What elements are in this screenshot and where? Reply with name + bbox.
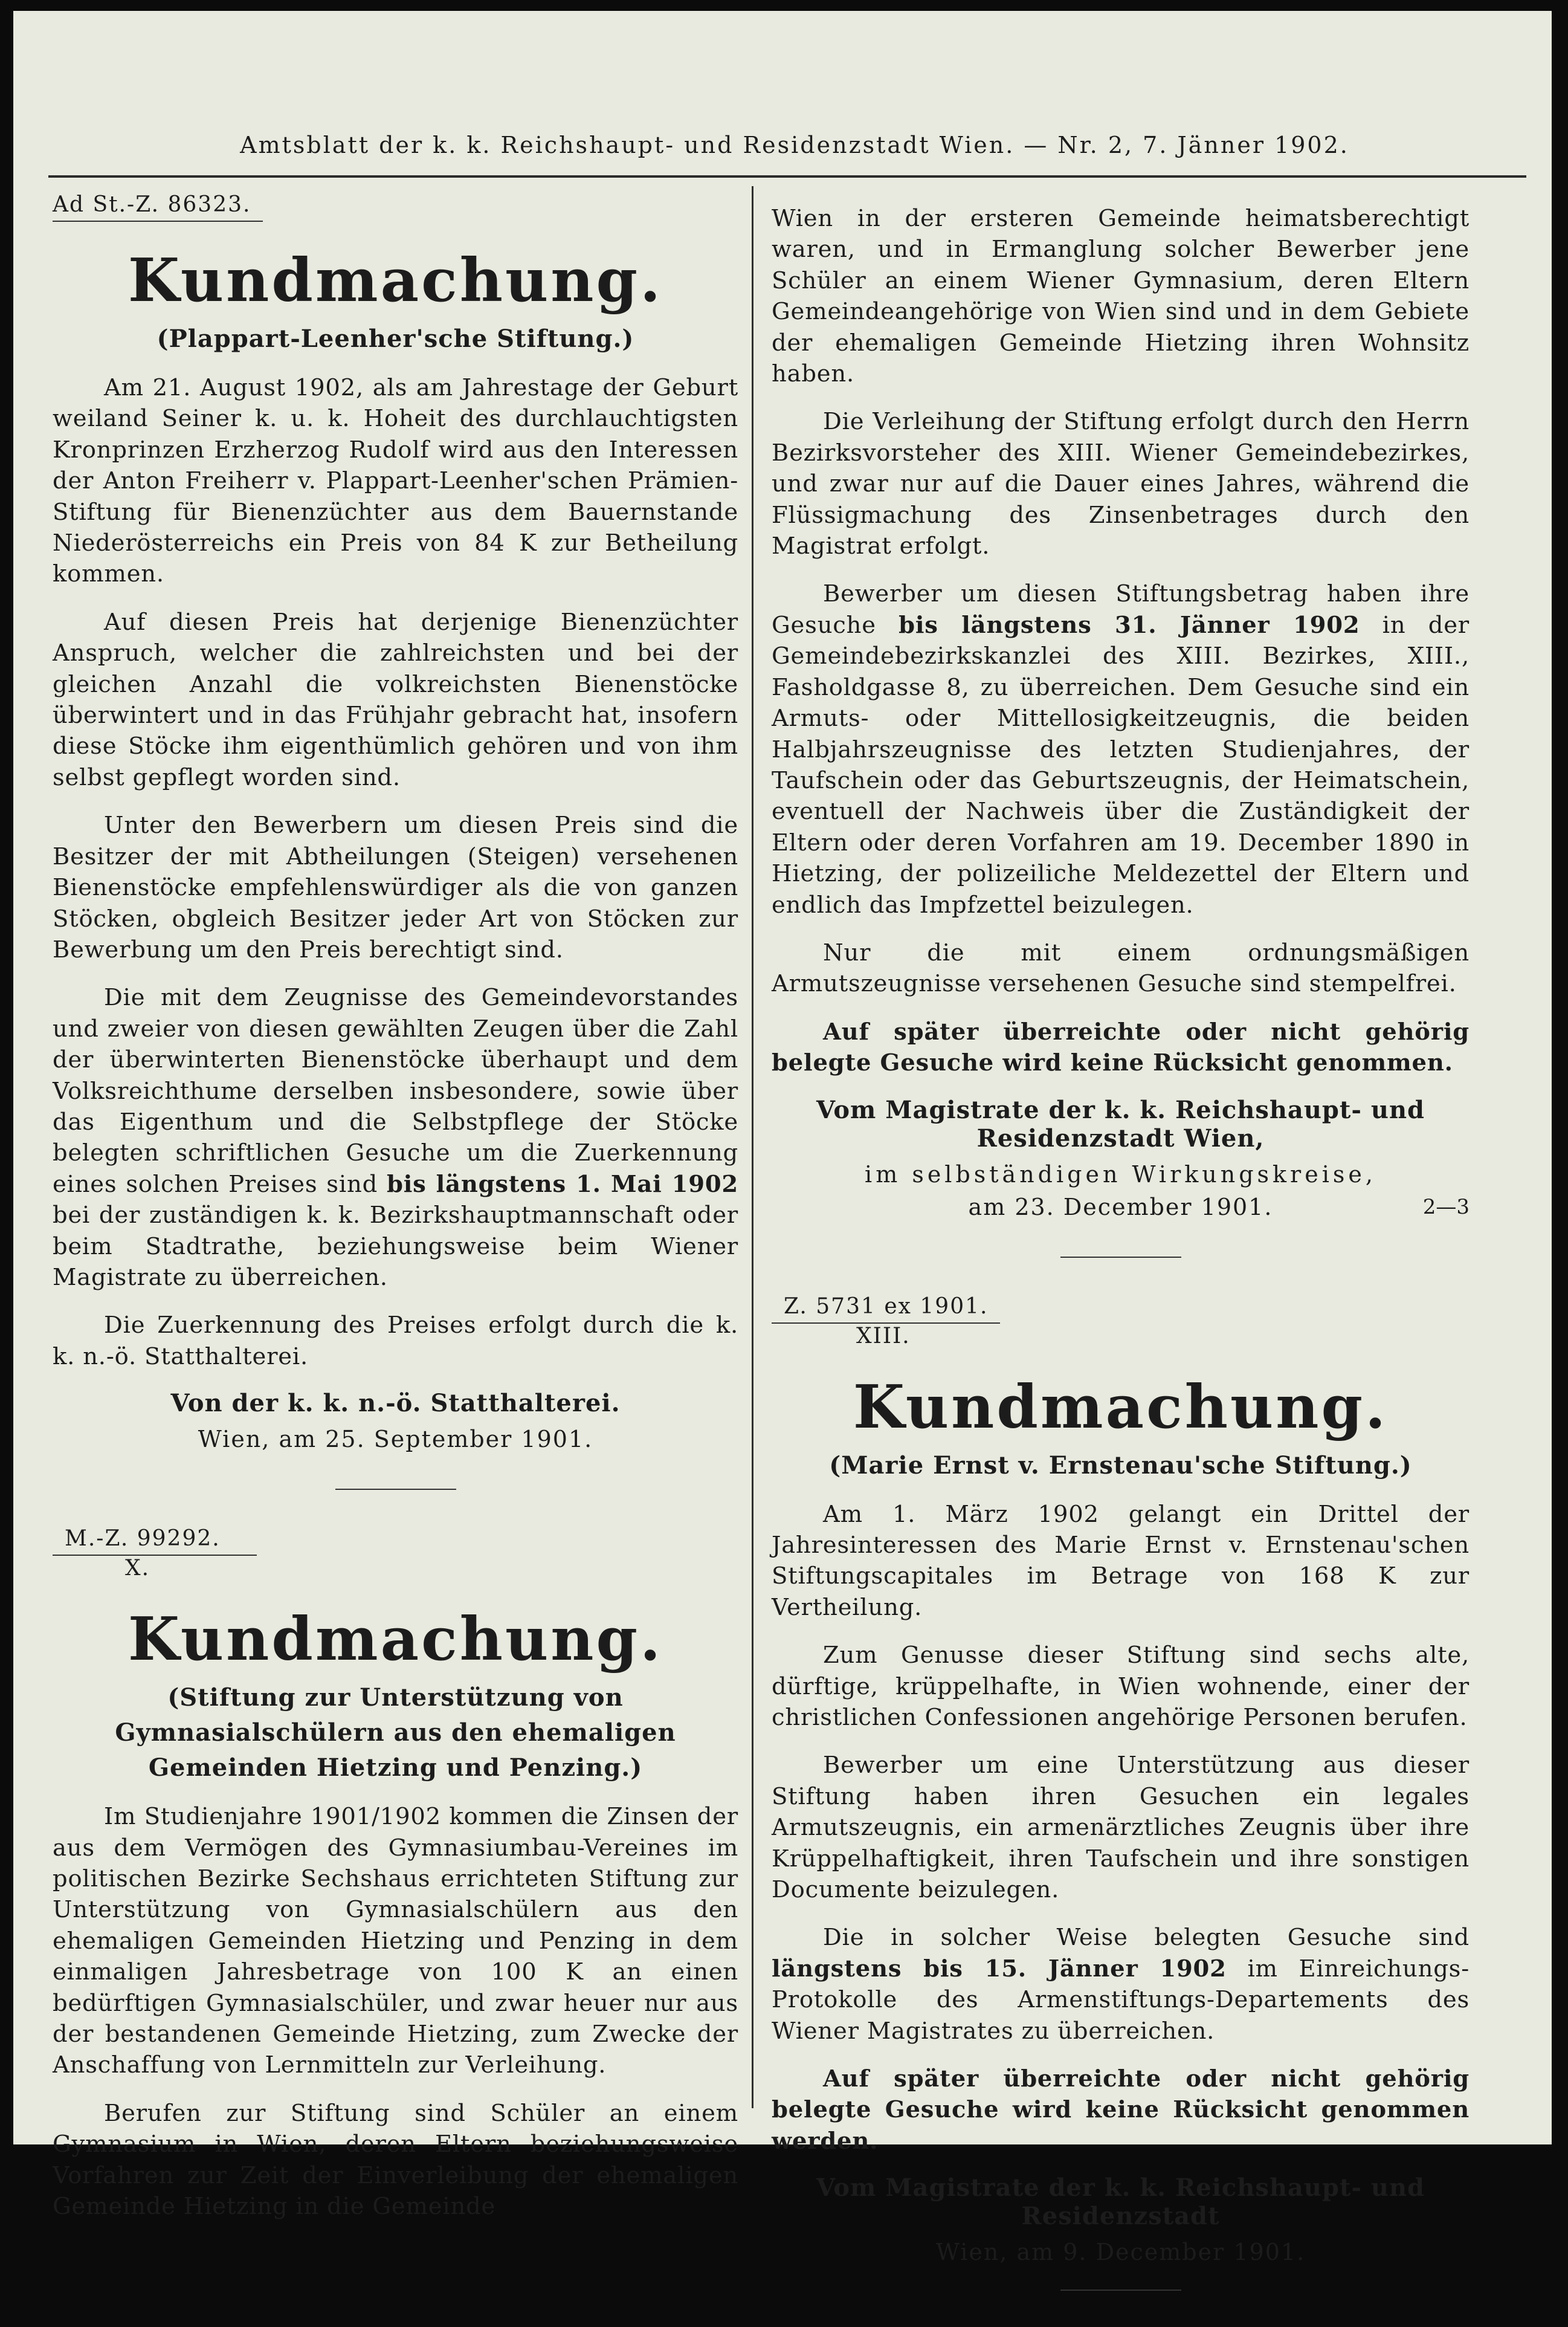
notice-ernstenau [772, 1294, 1470, 2291]
signature-sub: im selbständigen Wirkungskreise, [865, 1160, 1376, 1188]
paragraph: Die in solcher Weise belegten Gesuche sind längstens bis 15. Jänner 1902 im Einreichungs-Protokolle des Armenstiftungs-Departements des Wiener Magistrates zu überreichen. [772, 1924, 1470, 2045]
date-row [772, 1194, 1470, 1220]
running-header: Amtsblatt der k. k. Reichshaupt- und Residenzstadt Wien. — Nr. 2, 7. Jänner 1902. [240, 132, 1349, 158]
page [13, 11, 1552, 2266]
notice-subtitle: (Marie Ernst v. Ernstenau'sche Stiftung.) [829, 1451, 1412, 1480]
right-column [772, 203, 1470, 2327]
reference-number: Ad St.-Z. 86323. [53, 192, 738, 222]
district-number: XIII. [856, 1323, 911, 1348]
reference-number: Z. 5731 ex 1901. [772, 1294, 1470, 1324]
notice-title: Kundmachung. [853, 1372, 1389, 1442]
paragraph: Im Studienjahre 1901/1902 kommen die Zinsen der aus dem Vermögen des Gymnasiumbau-Vereines im politischen Bezirke Sechshaus errichteten Stiftung zur Unterstützung von Gymnasialschülern aus den ehemaligen Gemeinden Hietzing und Penzing in dem einmaligen Jahresbetrage von 100 K an einen bedürftigen Gymnasialschüler, und zwar heuer nur aus der bestandenen Gemeinde Hietzing, zum Zwecke der Anschaffung von Lernmitteln zur Verleihung. [53, 1803, 738, 2079]
date-line: am 23. December 1901. [968, 1193, 1273, 1220]
separator [1060, 1257, 1181, 1258]
deadline: bis längstens 31. Jänner 1902 [899, 611, 1360, 639]
separator [1060, 2290, 1181, 2291]
notice-subtitle: (Plappart-Leenher'sche Stiftung.) [156, 325, 634, 353]
left-column [53, 192, 738, 2239]
signature: Von der k. k. n.-ö. Statthalterei. [170, 1389, 621, 1418]
paragraph: Am 1. März 1902 gelangt ein Drittel der Jahresinteressen des Marie Ernst v. Ernstenau'schen Stiftungscapitales im Betrage von 168 K zur Vertheilung. [772, 1500, 1470, 1621]
district-number: X. [125, 1556, 150, 1581]
paragraph: Die Zuerkennung des Preises erfolgt durch die k. k. n.-ö. Statthalterei. [53, 1312, 738, 1370]
paragraph: Berufen zur Stiftung sind Schüler an einem Gymnasium in Wien, deren Eltern beziehungsweise Vorfahren zur Zeit der Einverleibung der ehemaligen Gemeinde Hietzing in die Gemeinde [53, 2099, 738, 2221]
notice-plappart [53, 192, 738, 1490]
paragraph: Bewerber um eine Unterstützung aus dieser Stiftung haben ihren Gesuchen ein legales Armutszeugnis, ein armenärztliches Zeugnis über ihre Krüppelhaftigkeit, ihren Taufschein und ihre sonstigen Documente beizulegen. [772, 1752, 1470, 1904]
column-divider [752, 186, 753, 2108]
warning-paragraph: Auf später überreichte oder nicht gehörig belegte Gesuche wird keine Rücksicht genommen werden. [772, 2065, 1470, 2155]
paragraph: Zum Genusse dieser Stiftung sind sechs alte, dürftige, krüppelhafte, in Wien wohnende, einer der christlichen Confessionen angehörige Personen berufen. [772, 1642, 1470, 1731]
notice-title: Kundmachung. [127, 1605, 663, 1675]
signature: Vom Magistrate der k. k. Reichshaupt- und Residenzstadt [816, 2173, 1425, 2231]
notice-title: Kundmachung. [127, 246, 663, 316]
notice-gymnasium-continued [772, 203, 1470, 1258]
paragraph: Die mit dem Zeugnisse des Gemeindevorstandes und zweier von diesen gewählten Zeugen über die Zahl der überwinterten Bienenstöcke überhaupt und dem Volksreichthume derselben insbesondere, sowie über das Eigenthum und die Selbstpflege der Stöcke belegten schriftlichen Gesuche um die Zuerkennung eines solchen Preises sind bis längstens 1. Mai 1902 bei der zuständigen k. k. Bezirkshauptmannschaft oder beim Stadtrathe, beziehungsweise beim Wiener Magistrate zu überreichen. [53, 984, 738, 1291]
separator [335, 1489, 456, 1490]
paragraph: Nur die mit einem ordnungsmäßigen Armutszeugnisse versehenen Gesuche sind stempelfrei. [772, 939, 1470, 998]
paragraph: Wien in der ersteren Gemeinde heimatsberechtigt waren, und in Ermanglung solcher Bewerber jene Schüler an einem Wiener Gymnasium, deren Eltern Gemeindeangehörige von Wien sind und in dem Gebiete der ehemaligen Gemeinde Hietzing ihren Wohnsitz haben. [772, 205, 1470, 388]
series-number: 2—3 [1422, 1194, 1470, 1219]
paragraph: Unter den Bewerbern um diesen Preis sind die Besitzer der mit Abtheilungen (Steigen) versehenen Bienenstöcke empfehlenswürdiger als die von ganzen Stöcken, obgleich Besitzer jeder Art von Stöcken zur Bewerbung um den Preis berechtigt sind. [53, 812, 738, 963]
date-line: Wien, am 9. December 1901. [935, 2239, 1306, 2266]
deadline: längstens bis 15. Jänner 1902 [772, 1955, 1227, 1982]
date-line: Wien, am 25. September 1901. [198, 1426, 593, 1453]
reference-number: M.-Z. 99292. [53, 1526, 738, 1556]
signature: Vom Magistrate der k. k. Reichshaupt- und Residenzstadt Wien, [816, 1095, 1425, 1153]
deadline: bis längstens 1. Mai 1902 [386, 1170, 738, 1198]
notice-subtitle: (Stiftung zur Unterstützung von Gymnasialschülern aus den ehemaligen Gemeinden Hietzing und Penzing.) [115, 1683, 676, 1782]
header-rule [48, 175, 1526, 178]
paragraph: Am 21. August 1902, als am Jahrestage der Geburt weiland Seiner k. u. k. Hoheit des durchlauchtigsten Kronprinzen Erzherzog Rudolf wird aus den Interessen der Anton Freiherr v. Plappart-Leenher'schen Prämien-Stiftung für Bienenzüchter aus dem Bauernstande Niederösterreichs ein Preis von 84 K zur Betheilung kommen. [53, 374, 738, 588]
notice-gymnasium [53, 1526, 738, 2222]
paragraph: Bewerber um diesen Stiftungsbetrag haben ihre Gesuche bis längstens 31. Jänner 1902 in der Gemeindebezirkskanzlei des XIII. Bezirkes, XIII., Fasholdgasse 8, zu überreichen. Dem Gesuche sind ein Armuts- oder Mittellosigkeitzeugnis, die beiden Halbjahrszeugnisse des letzten Studienjahres, der Taufschein oder das Geburtszeugnis, der Heimatschein, eventuell der Nachweis über die Zuständigkeit der Eltern oder deren Vorfahren am 19. December 1890 in Hietzing, der polizeiliche Meldezettel der Eltern und endlich das Impfzettel beizulegen. [772, 580, 1470, 919]
warning-paragraph: Auf später überreichte oder nicht gehörig belegte Gesuche wird keine Rücksicht genommen. [772, 1018, 1470, 1077]
paragraph: Auf diesen Preis hat derjenige Bienenzüchter Anspruch, welcher die zahlreichsten und bei der gleichen Anzahl die volkreichsten Bienenstöcke überwintert und in das Frühjahr gebracht hat, insofern diese Stöcke ihm eigenthümlich gehören und von ihm selbst gepflegt worden sind. [53, 608, 738, 791]
paragraph: Die Verleihung der Stiftung erfolgt durch den Herrn Bezirksvorsteher des XIII. Wiener Gemeindebezirkes, und zwar nur auf die Dauer eines Jahres, während die Flüssigmachung des Zinsenbetrages durch den Magistrat erfolgt. [772, 408, 1470, 560]
